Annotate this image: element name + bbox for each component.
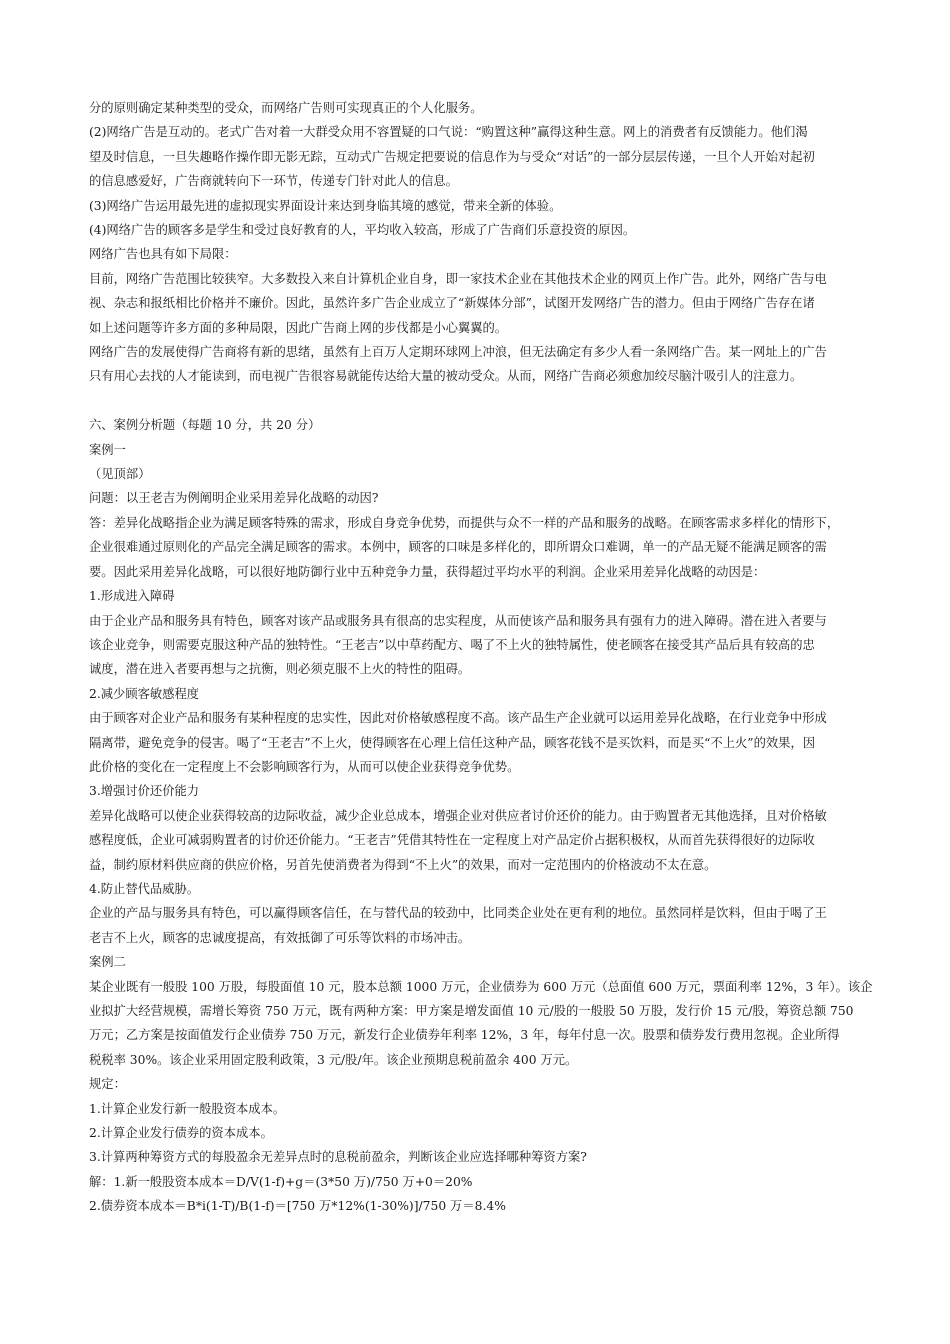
text-line: 2.计算企业发行债券的资本成本。	[89, 1126, 273, 1141]
text-line: 差异化战略可以使企业获得较高的边际收益，减少企业总成本，增强企业对供应者讨价还价的能力。由于购置者无其他选择，且对价格敏	[89, 808, 827, 823]
text-line: 网络广告的发展使得广告商将有新的思绪，虽然有上百万人定期环球网上冲浪，但无法确定有多少人看一条网络广告。某一网址上的广告	[89, 345, 827, 360]
text-line: 4.防止替代品威胁。	[89, 881, 200, 896]
text-line: 业拟扩大经营规模，需增长筹资 750 万元，既有两种方案：甲方案是增发面值 10 元/股的一般股 50 万股，发行价 15 元/股，筹资总额 750	[89, 1004, 854, 1019]
text-line: 目前，网络广告范围比较狭窄。大多数投入来自计算机企业自身，即一家技术企业在其他技术企业的网页上作广告。此外，网络广告与电	[89, 271, 827, 286]
text-line: 该企业竞争，则需要克服这种产品的独特性。“王老吉”以中草药配方、喝了不上火的独特属性，使老顾客在接受其产品后具有较高的忠	[89, 637, 815, 652]
text-line: 3.计算两种筹资方式的每股盈余无差异点时的息税前盈余，判断该企业应选择哪种筹资方案?	[89, 1150, 587, 1165]
text-line: 1.形成进入障碍	[89, 589, 175, 604]
text-line: （见顶部）	[89, 467, 151, 482]
text-line: 诚度，潜在进入者要再想与之抗衡，则必须克服不上火的特性的阻碍。	[89, 662, 471, 677]
text-line: 由于企业产品和服务具有特色，顾客对该产品或服务具有很高的忠实程度，从而使该产品和服务具有强有力的进入障碍。潜在进入者要与	[89, 613, 827, 628]
text-line: 规定：	[89, 1077, 126, 1092]
text-line: (3)网络广告运用最先进的虚拟现实界面设计来达到身临其境的感觉，带来全新的体验。	[89, 198, 562, 213]
blank-line	[89, 389, 880, 413]
text-line: 老吉不上火，顾客的忠诚度提高，有效抵御了可乐等饮料的市场冲击。	[89, 930, 471, 945]
text-line: 税税率 30%。该企业采用固定股利政策，3 元/股/年。该企业预期息税前盈余 400 万元。	[89, 1052, 578, 1067]
text-line: 网络广告也具有如下局限：	[89, 247, 237, 262]
text-line: 望及时信息，一旦失趣略作操作即无影无踪，互动式广告规定把要说的信息作为与受众“对话”的一部分层层传递，一旦个人开始对起初	[89, 149, 815, 164]
text-line: 要。因此采用差异化战略，可以很好地防御行业中五种竞争力量，获得超过平均水平的利润。企业采用差异化战略的动因是：	[89, 564, 766, 579]
text-line: 万元；乙方案是按面值发行企业债券 750 万元，新发行企业债券年利率 12%，3 年，每年付息一次。股票和债券发行费用忽视。企业所得	[89, 1028, 840, 1043]
text-line: (4)网络广告的顾客多是学生和受过良好教育的人，平均收入较高，形成了广告商们乐意投资的原因。	[89, 223, 636, 238]
text-line: 解：1.新一般股资本成本＝D/V(1-f)+g＝(3*50 万)/750 万+0＝20%	[89, 1174, 473, 1189]
text-line: 如上述问题等许多方面的多种局限，因此广告商上网的步伐都是小心翼翼的。	[89, 320, 508, 335]
text-line: 某企业既有一般股 100 万股，每股面值 10 元，股本总额 1000 万元，企业债券为 600 万元（总面值 600 万元，票面利率 12%，3 年）。该企	[89, 979, 873, 994]
text-line: 2.债券资本成本＝B*i(1-T)/B(1-f)＝[750 万*12%(1-30%)]/750 万＝8.4%	[89, 1199, 506, 1214]
text-line: (2)网络广告是互动的。老式广告对着一大群受众用不容置疑的口气说：“购置这种”赢得这种生意。网上的消费者有反馈能力。他们渴	[89, 125, 808, 140]
text-line: 视、杂志和报纸相比价格并不廉价。因此，虽然许多广告企业成立了“新媒体分部”，试图开发网络广告的潜力。但由于网络广告存在诸	[89, 296, 815, 311]
text-line: 2.减少顾客敏感程度	[89, 686, 200, 701]
text-line: 案例一	[89, 442, 126, 457]
text-line: 感程度低，企业可减弱购置者的讨价还价能力。“王老吉”凭借其特性在一定程度上对产品定价占据积极权，从而首先获得很好的边际收	[89, 833, 815, 848]
text-line: 由于顾客对企业产品和服务有某种程度的忠实性，因此对价格敏感程度不高。该产品生产企业就可以运用差异化战略，在行业竞争中形成	[89, 711, 827, 726]
text-line: 六、案例分析题（每题 10 分，共 20 分）	[89, 418, 321, 433]
text-line: 1.计算企业发行新一般股资本成本。	[89, 1101, 286, 1116]
text-line: 的信息感爱好，广告商就转向下一环节，传递专门针对此人的信息。	[89, 174, 458, 189]
text-line: 只有用心去找的人才能读到，而电视广告很容易就能传达给大量的被动受众。从而，网络广告商必须愈加绞尽脑汁吸引人的注意力。	[89, 369, 803, 384]
text-line: 答：差异化战略指企业为满足顾客特殊的需求，形成自身竞争优势，而提供与众不一样的产品和服务的战略。在顾客需求多样化的情形下，	[89, 515, 840, 530]
text-line: 3.增强讨价还价能力	[89, 784, 200, 799]
text-line: 隔离带，避免竞争的侵害。喝了“王老吉”不上火，使得顾客在心理上信任这种产品，顾客花钱不是买饮料，而是买“不上火”的效果，因	[89, 735, 816, 750]
text-line: 此价格的变化在一定程度上不会影响顾客行为，从而可以使企业获得竞争优势。	[89, 759, 520, 774]
text-line: 企业的产品与服务具有特色，可以赢得顾客信任，在与替代品的较劲中，比同类企业处在更有利的地位。虽然同样是饮料，但由于喝了王	[89, 906, 827, 921]
text-line: 企业很难通过原则化的产品完全满足顾客的需求。本例中，顾客的口味是多样化的，即所谓众口难调，单一的产品无疑不能满足顾客的需	[89, 540, 827, 555]
text-line: 案例二	[89, 955, 126, 970]
text-line: 分的原则确定某种类型的受众，而网络广告则可实现真正的个人化服务。	[89, 101, 483, 115]
text-line: 益，制约原材料供应商的供应价格，另首先使消费者为得到“不上火”的效果，而对一定范围内的价格波动不太在意。	[89, 857, 717, 872]
text-line: 问题：以王老吉为例阐明企业采用差异化战略的动因?	[89, 491, 379, 506]
